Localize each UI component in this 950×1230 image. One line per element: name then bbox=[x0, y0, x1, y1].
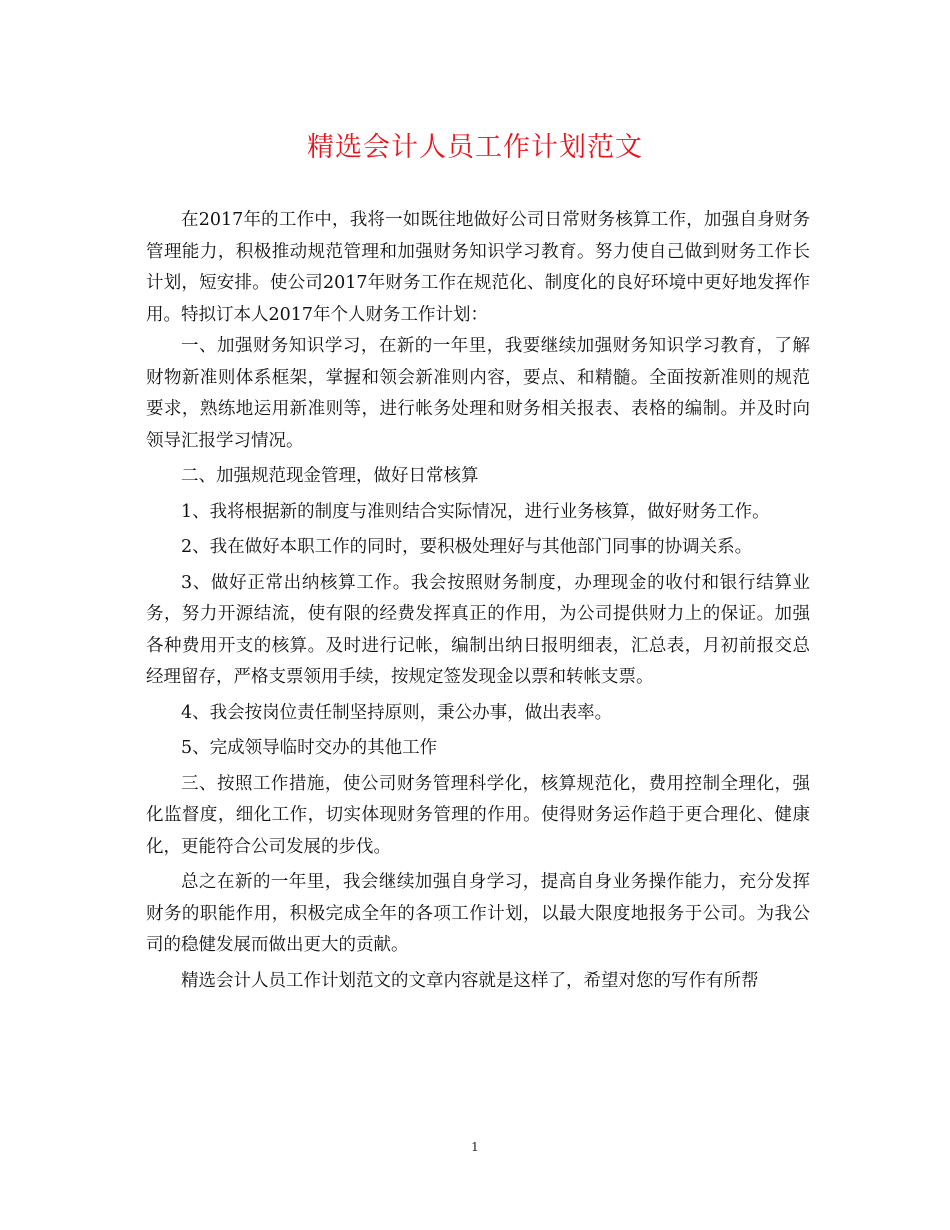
document-body bbox=[146, 205, 810, 997]
paragraph-section-1: 一、加强财务知识学习，在新的一年里，我要继续加强财务知识学习教育，了解财物新准则体系框架，掌握和领会新准则内容，要点、和精髓。全面按新准则的规范要求，熟练地运用新准则等，进行帐务处理和财务相关报表、表格的编制。并及时向领导汇报学习情况。 bbox=[146, 336, 810, 451]
paragraph-item-5: 5、完成领导临时交办的其他工作 bbox=[181, 738, 438, 758]
page-number: 1 bbox=[471, 1140, 479, 1154]
paragraph-item-3: 3、做好正常出纳核算工作。我会按照财务制度，办理现金的收付和银行结算业务，努力开源结流，使有限的经费发挥真正的作用，为公司提供财力上的保证。加强各种费用开支的核算。及时进行记帐，编制出纳日报明细表，汇总表，月初前报交总经理留存，严格支票领用手续，按规定签发现金以票和转帐支票。 bbox=[146, 572, 810, 687]
document-title: 精选会计人员工作计划范文 bbox=[307, 132, 643, 163]
paragraph-conclusion: 总之在新的一年里，我会继续加强自身学习，提高自身业务操作能力，充分发挥财务的职能作用，积极完成全年的各项工作计划，以最大限度地报务于公司。为我公司的稳健发展而做出更大的贡献。 bbox=[146, 872, 810, 955]
paragraph-section-3: 三、按照工作措施，使公司财务管理科学化，核算规范化，费用控制全理化，强化监督度，细化工作，切实体现财务管理的作用。使得财务运作趋于更合理化、健康化，更能符合公司发展的步伐。 bbox=[146, 773, 810, 857]
paragraph-intro: 在2017年的工作中，我将一如既往地做好公司日常财务核算工作，加强自身财务管理能力，积极推动规范管理和加强财务知识学习教育。努力使自己做到财务工作长计划，短安排。使公司2017年财务工作在规范化、制度化的良好环境中更好地发挥作用。特拟订本人2017年个人财务工作计划： bbox=[146, 210, 810, 325]
paragraph-item-1: 1、我将根据新的制度与准则结合实际情况，进行业务核算，做好财务工作。 bbox=[181, 501, 770, 522]
paragraph-item-4: 4、我会按岗位责任制坚持原则，秉公办事，做出表率。 bbox=[181, 702, 613, 723]
paragraph-item-2: 2、我在做好本职工作的同时，要积极处理好与其他部门同事的协调关系。 bbox=[181, 537, 753, 557]
paragraph-closing: 精选会计人员工作计划范文的文章内容就是这样了，希望对您的写作有所帮 bbox=[181, 970, 759, 991]
paragraph-section-2-heading: 二、加强规范现金管理，做好日常核算 bbox=[181, 466, 479, 486]
